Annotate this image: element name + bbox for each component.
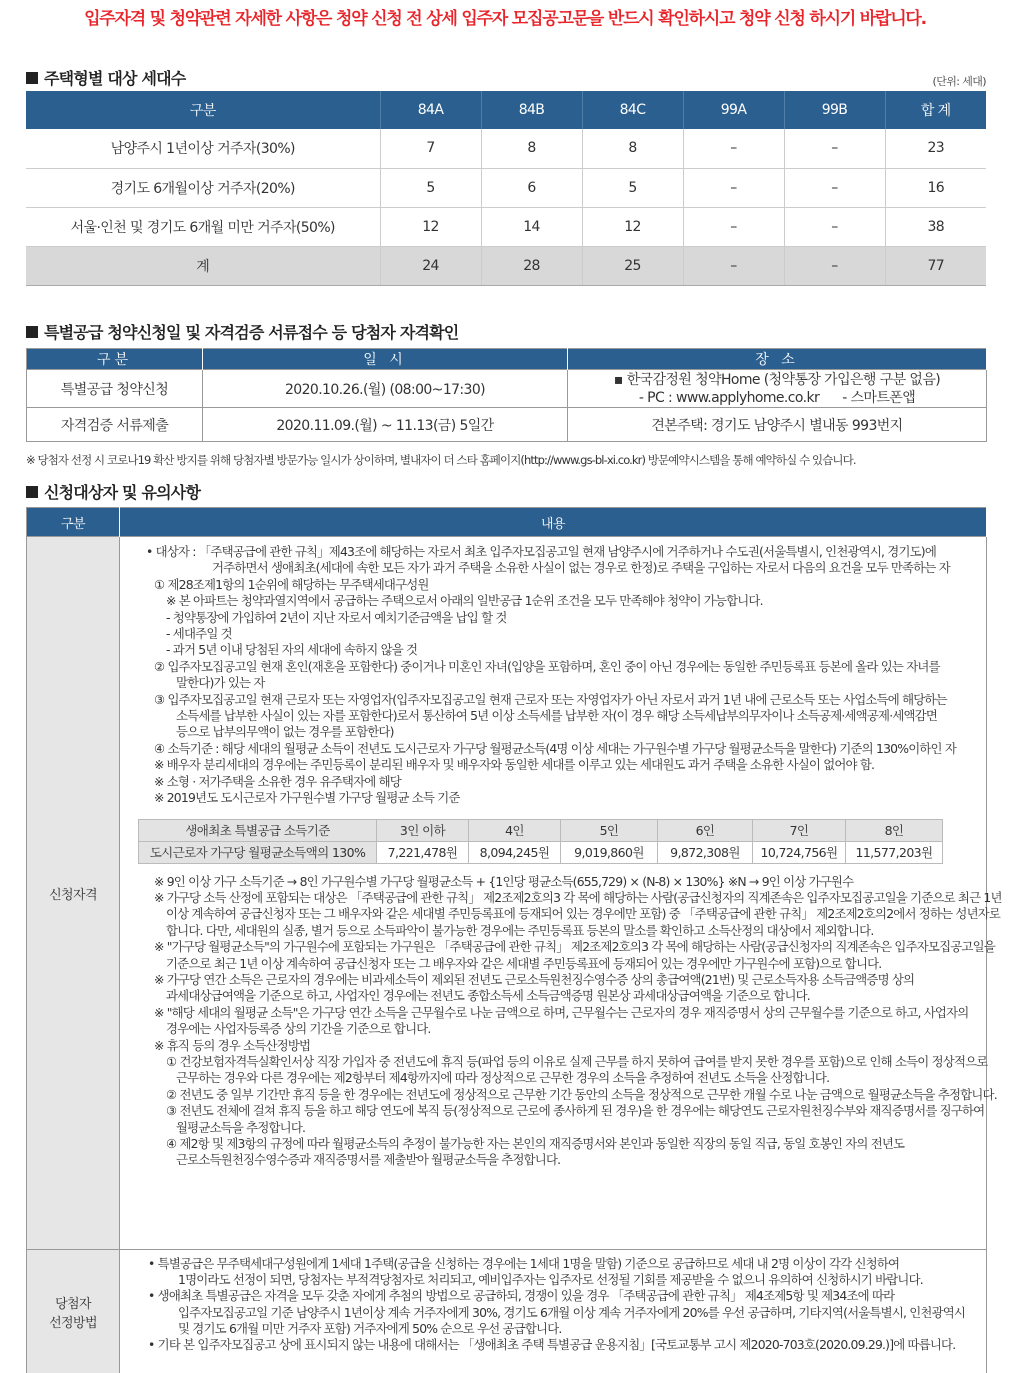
- cell-value: 5: [380, 168, 481, 207]
- section-title-text: 신청대상자 및 유의사항: [44, 483, 201, 502]
- list-item: ※ "가구당 월평균소득"의 가구원수에 포함되는 가구원은 「주택공급에 관한 규칙」 제2조제2호의3 각 목에 해당하는 사람(공급신청자의 직계존속은 입주자모집공고일을: [154, 939, 995, 955]
- list-item: 입주자모집공고일 기준 남양주시 1년이상 계속 거주자에게 30%, 경기도 6개월 이상 계속 거주자에게 20%를 우선 공급하며, 기타지역(서울특별시, 인천광역시: [178, 1304, 966, 1320]
- list-item: 이상 계속하여 공급신청자 또는 그 배우자와 같은 세대별 주민등록표에 등재되어 있는 경우에만 포함) 중 「주택공급에 관한 규칙」 제2조제2호의2에서 정하는 성년자로: [166, 906, 1001, 922]
- income-value: 8,094,245원: [469, 841, 561, 863]
- schedule-footnote: ※ 당첨자 선정 시 코로나19 확산 방지를 위해 당첨자별 방문가능 일시가 상이하며, 별내자이 더 스타 홈페이지(http://www.gs-bl-xi.co.kr) 방문예약시스템을 통해 예약하실 수 있습니다.: [26, 453, 856, 467]
- list-item: ※ 배우자 분리세대의 경우에는 주민등록이 분리된 배우자 및 배우자와 동일한 세대를 이루고 있는 세대원도 과거 주택을 소유한 사실이 없어야 함.: [154, 757, 875, 773]
- cell-value: 8: [582, 129, 683, 168]
- cell-value: –: [683, 168, 784, 207]
- unit-label: (단위: 세대): [932, 75, 986, 88]
- total-value: 25: [582, 246, 683, 285]
- section-title-text: 주택형별 대상 세대수: [44, 69, 186, 88]
- selection-list: [120, 1250, 986, 1359]
- list-item: • 기타 본 입주자모집공고 상에 표시되지 않는 내용에 대해서는 「생애최초 주택 특별공급 운용지침」[국토교통부 고시 제2020-703호(2020.09.29.)]에 따릅니다.: [148, 1337, 956, 1353]
- selection-content: [120, 1250, 987, 1373]
- list-item: - 과거 5년 이내 당첨된 자의 세대에 속하지 않을 것: [166, 642, 418, 658]
- units-table: [26, 91, 986, 286]
- col-header: 내용: [120, 508, 987, 537]
- col-header: 일 시: [203, 349, 568, 370]
- list-item: • 생애최초 특별공급은 자격을 모두 갖춘 자에게 추첨의 방법으로 공급하되, 경쟁이 있을 경우 「주택공급에 관한 규칙」 제4조제5항 및 제34조에 따라: [148, 1288, 895, 1304]
- schedule-table: [26, 348, 987, 442]
- submit-date: 2020.11.09.(월) ~ 11.13(금) 5일간: [203, 408, 568, 442]
- category-selection-line1: 당첨자: [55, 1296, 91, 1312]
- list-item: ※ 9인 이상 가구 소득기준 → 8인 가구원수별 가구당 월평균소득 + {1인당 평균소득(655,729) × (N-8) × 130%} ※N → 9인 이상 가구원수: [154, 873, 854, 889]
- cell-value: 14: [481, 207, 582, 246]
- col-header: 84A: [380, 91, 481, 129]
- row-label: 서울·인천 및 경기도 6개월 미만 거주자(50%): [26, 207, 380, 246]
- units-table-body: [26, 129, 986, 285]
- col-header: 84C: [582, 91, 683, 129]
- total-value: 28: [481, 246, 582, 285]
- qualification-content: [120, 537, 1002, 1250]
- list-item: ※ 휴직 등의 경우 소득산정방법: [154, 1037, 311, 1053]
- total-value: 24: [380, 246, 481, 285]
- list-item: 과세대상급여액을 기준으로 하고, 사업자인 경우에는 전년도 종합소득세 소득금액증명 원본상 과세대상급여액을 기준으로 합니다.: [166, 988, 810, 1004]
- col-header: 구분: [27, 349, 203, 370]
- list-item: 거주하면서 생애최초(세대에 속한 모든 자가 과거 주택을 소유한 사실이 없는 경우로 한정)로 주택을 구입하는 자로서 다음의 요건을 모두 만족하는 자: [212, 560, 950, 576]
- list-item: - 청약통장에 가입하여 2년이 지난 자로서 예치기준금액을 납입 할 것: [166, 609, 507, 625]
- submit-place: 견본주택: 경기도 남양주시 별내동 993번지: [568, 408, 987, 442]
- income-col-header: 3인 이하: [377, 819, 469, 841]
- col-header: 합 계: [885, 91, 986, 129]
- apply-place-line2: - PC : www.applyhome.co.kr - 스마트폰앱: [638, 389, 916, 406]
- income-row-label: 도시근로자 가구당 월평균소득액의 130%: [139, 841, 377, 863]
- qualification-list: [120, 537, 986, 813]
- list-item: 및 경기도 6개월 미만 거주자 포함) 거주자에게 50% 순으로 우선 공급합니다.: [178, 1320, 562, 1336]
- table-row: [26, 207, 986, 246]
- income-table: [138, 819, 943, 864]
- col-header: 장 소: [568, 349, 987, 370]
- apply-place: [568, 370, 987, 408]
- list-item: ※ 가구당 소득 산정에 포함되는 대상은 「주택공급에 관한 규칙」 제2조제2호의3 각 목에 해당하는 사람(공급신청자의 직계존속은 입주자모집공고일을 기준으로 최근 1년: [154, 889, 1002, 905]
- income-table-row: [139, 841, 943, 863]
- apply-place-line1: ▪ 한국감정원 청약Home (청약통장 가입은행 구분 없음): [613, 371, 941, 388]
- list-item: ① 건강보험자격득실확인서상 직장 가입자 중 전년도에 휴직 등(파업 등의 이유로 실제 근무를 하지 못하여 급여를 받지 못한 경우를 포함)으로 인해 소득이 정상적으로: [166, 1053, 988, 1069]
- list-item: 월평균소득을 추정합니다.: [176, 1119, 306, 1135]
- col-header: 구분: [26, 91, 380, 129]
- income-value: 9,872,308원: [658, 841, 753, 863]
- square-bullet-icon: [26, 486, 38, 498]
- col-header: 99A: [683, 91, 784, 129]
- category-selection-line2: 선정방법: [49, 1315, 97, 1331]
- list-item: ③ 전년도 전체에 걸쳐 휴직 등을 하고 해당 연도에 복직 등(정상적으로 근로에 종사하게 된 경우)을 한 경우에는 해당연도 근로자원천징수부와 재직증명서를 징구하여: [166, 1103, 985, 1119]
- col-header: 84B: [481, 91, 582, 129]
- qualification-notes: [120, 873, 1002, 1175]
- income-col-header: 6인: [658, 819, 753, 841]
- category-qualification: 신청자격: [27, 537, 120, 1250]
- eligibility-table: [26, 507, 1002, 1373]
- income-value: 10,724,756원: [753, 841, 846, 863]
- income-value: 7,221,478원: [377, 841, 469, 863]
- cell-value: 23: [885, 129, 986, 168]
- list-item: ④ 제2항 및 제3항의 규정에 따라 월평균소득의 추정이 불가능한 자는 본인의 재직증명서와 본인과 동일한 직장의 동일 직급, 동일 호봉인 자의 전년도: [166, 1136, 905, 1151]
- list-item: 기준으로 최근 1년 이상 계속하여 공급신청자 또는 그 배우자와 같은 세대별 주민등록표에 등재되어 있는 경우에만 가구원수에 포함)으로 합니다.: [166, 955, 882, 971]
- list-item: 말한다)가 있는 자: [176, 675, 265, 691]
- cell-value: –: [784, 168, 885, 207]
- list-item: ② 입주자모집공고일 현재 혼인(재혼을 포함한다) 중이거나 미혼인 자녀(입양을 포함하며, 혼인 중이 아닌 경우에는 동일한 주민등록표 등본에 올라 있는 자녀를: [154, 658, 940, 674]
- list-item: ① 제28조제1항의 1순위에 해당하는 무주택세대구성원: [154, 576, 429, 592]
- list-item: ※ 2019년도 도시근로자 가구원수별 가구당 월평균 소득 기준: [154, 790, 460, 806]
- income-col-header: 5인: [561, 819, 658, 841]
- col-header: 99B: [784, 91, 885, 129]
- apply-date: 2020.10.26.(월) (08:00~17:30): [203, 370, 568, 408]
- row-label: 경기도 6개월이상 거주자(20%): [26, 168, 380, 207]
- list-item: 근로소득원천징수영수증과 재직증명서를 제출받아 월평균소득을 추정합니다.: [176, 1152, 561, 1168]
- cell-value: 12: [380, 207, 481, 246]
- total-value: 77: [885, 246, 986, 285]
- income-value: 11,577,203원: [846, 841, 943, 863]
- section-title-schedule: [26, 320, 458, 343]
- cell-value: 8: [481, 129, 582, 168]
- list-item: ④ 소득기준 : 해당 세대의 월평균 소득이 전년도 도시근로자 가구당 월평균소득(4명 이상 세대는 가구원수별 가구당 월평균소득을 말한다) 기준의 130%이하인 자: [154, 740, 957, 756]
- list-item: ※ 가구당 연간 소득은 근로자의 경우에는 비과세소득이 제외된 전년도 근로소득원천징수영수증 상의 총급여액(21번) 및 근로소득자용 소득금액증명 상의: [154, 971, 915, 987]
- total-value: –: [683, 246, 784, 285]
- section-title-units: [26, 66, 185, 89]
- income-col-header: 8인: [846, 819, 943, 841]
- income-table-header: [139, 819, 943, 841]
- table-row: [26, 168, 986, 207]
- row-label: 자격검증 서류제출: [27, 408, 203, 442]
- section-title-text: 특별공급 청약신청일 및 자격검증 서류접수 등 당첨자 자격확인: [44, 323, 459, 342]
- col-header: 구분: [27, 508, 120, 537]
- total-value: –: [784, 246, 885, 285]
- list-item: • 특별공급은 무주택세대구성원에게 1세대 1주택(공급을 신청하는 경우에는 1세대 1명을 말함) 기준으로 공급하므로 세대 내 2명 이상이 각각 신청하여: [148, 1256, 900, 1271]
- notice-banner: 입주자격 및 청약관련 자세한 사항은 청약 신청 전 상세 입주자 모집공고문을 반드시 확인하시고 청약 신청 하시기 바랍니다.: [84, 9, 926, 29]
- income-col-header: 생애최초 특별공급 소득기준: [139, 819, 377, 841]
- square-bullet-icon: [26, 72, 38, 84]
- list-item: ③ 입주자모집공고일 현재 근로자 또는 자영업자(입주자모집공고일 현재 근로자 또는 자영업자가 아닌 자로서 과거 1년 내에 근로소득 또는 사업소득에 해당하는: [154, 691, 947, 707]
- list-item: - 세대주일 것: [166, 626, 232, 642]
- cell-value: –: [784, 207, 885, 246]
- list-item: ※ "해당 세대의 월평균 소득"은 가구당 연간 소득을 근무월수로 나눈 금액으로 하며, 근무월수는 근로자의 경우 재직증명서 상의 근무월수를 기준으로 하고, 사업자의: [154, 1004, 969, 1020]
- row-label: 특별공급 청약신청: [27, 370, 203, 408]
- square-bullet-icon: [26, 326, 38, 338]
- list-item: 경우에는 사업자등록증 상의 기간을 기준으로 합니다.: [166, 1021, 431, 1037]
- total-label: 계: [26, 246, 380, 285]
- cell-value: –: [683, 207, 784, 246]
- section-title-eligibility: [26, 480, 200, 503]
- table-row: [26, 129, 986, 168]
- list-item: 등으로 납부의무액이 없는 경우를 포함한다): [176, 724, 394, 740]
- cell-value: –: [784, 129, 885, 168]
- cell-value: 12: [582, 207, 683, 246]
- income-col-header: 4인: [469, 819, 561, 841]
- cell-value: 5: [582, 168, 683, 207]
- list-item: 합니다. 다만, 세대원의 실종, 별거 등으로 소득파악이 불가능한 경우에는 주민등록표 등본의 말소를 확인하고 소득산정의 대상에서 제외합니다.: [166, 922, 874, 938]
- list-item: • 대상자 : 「주택공급에 관한 규칙」제43조에 해당하는 자로서 최초 입주자모집공고일 현재 남양주시에 거주하거나 수도권(서울특별시, 인천광역시, 경기도)에: [146, 544, 936, 559]
- category-selection: [27, 1250, 120, 1373]
- cell-value: 7: [380, 129, 481, 168]
- list-item: ② 전년도 중 일부 기간만 휴직 등을 한 경우에는 전년도에 정상적으로 근무한 기간 동안의 소득을 정상적으로 근무한 개월 수로 나눈 금액으로 월평균소득을 추정합니다.: [166, 1086, 997, 1102]
- list-item: ※ 소형 · 저가주택을 소유한 경우 유주택자에 해당: [154, 773, 401, 789]
- income-value: 9,019,860원: [561, 841, 658, 863]
- cell-value: 16: [885, 168, 986, 207]
- income-col-header: 7인: [753, 819, 846, 841]
- list-item: 1명이라도 선정이 되면, 당첨자는 부적격당첨자로 처리되고, 예비입주자는 입주자로 선정될 기회를 제공받을 수 없으니 유의하여 신청하시기 바랍니다.: [178, 1272, 923, 1288]
- list-item: ※ 본 아파트는 청약과열지역에서 공급하는 주택으로서 아래의 일반공급 1순위 조건을 모두 만족해야 청약이 가능합니다.: [166, 593, 763, 609]
- list-item: 소득세를 납부한 사실이 있는 자를 포함한다)로서 통산하여 5년 이상 소득세를 납부한 자(이 경우 해당 소득세납부의무자이나 소득공제·세액공제·세액감면: [176, 708, 938, 724]
- cell-value: 6: [481, 168, 582, 207]
- total-row: [26, 246, 986, 285]
- cell-value: 38: [885, 207, 986, 246]
- cell-value: –: [683, 129, 784, 168]
- units-table-header: [26, 91, 986, 129]
- row-label: 남양주시 1년이상 거주자(30%): [26, 129, 380, 168]
- list-item: 근무하는 경우와 다른 경우에는 제2항부터 제4항까지에 따라 정상적으로 근무한 경우의 소득을 추정하여 전년도 소득을 산정합니다.: [176, 1070, 830, 1086]
